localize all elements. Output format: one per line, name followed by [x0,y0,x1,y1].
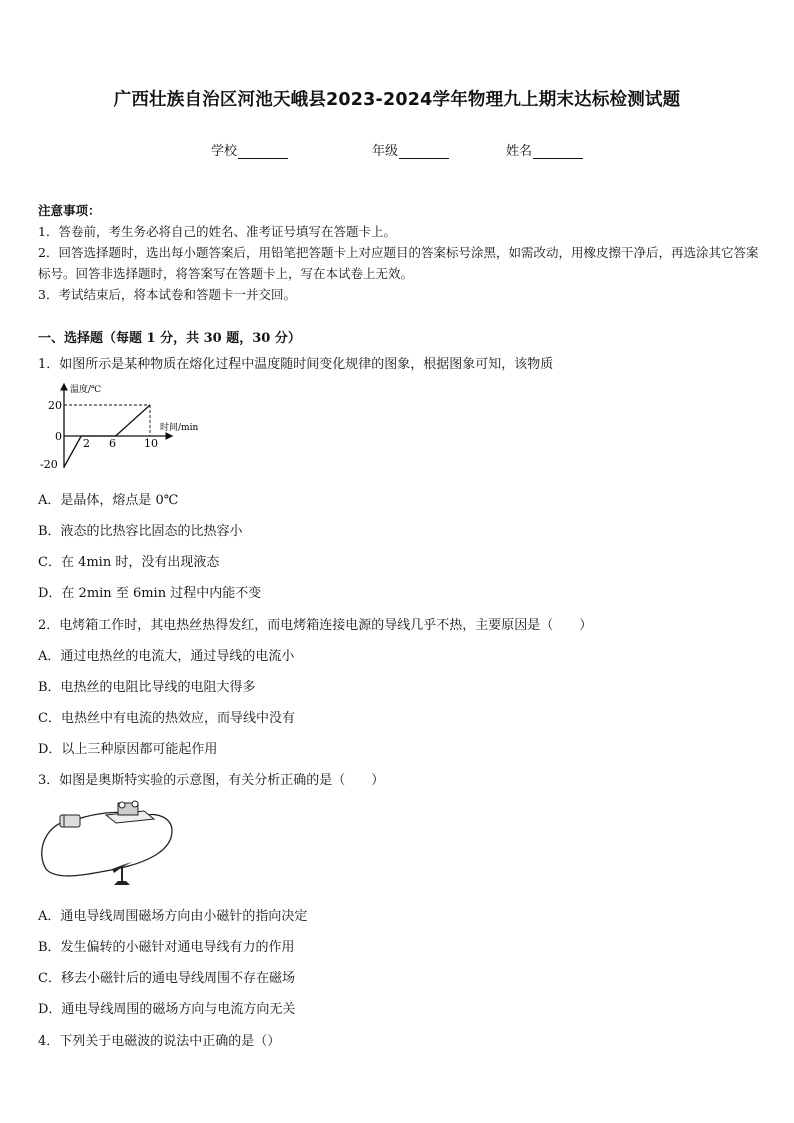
school-label: 学校 [211,144,238,159]
notice-heading: 注意事项： [38,203,101,218]
q3-option-d: D．通电导线周围的磁场方向与电流方向无关 [38,1002,296,1017]
grade-field[interactable] [372,140,449,159]
y-axis-label: 温度/℃ [70,385,102,395]
q2-option-c: C．电热丝中有电流的热效应，而导线中没有 [38,711,295,726]
q1-option-b: B．液态的比热容比固态的比热容小 [38,524,243,539]
page-title: 广西壮族自治区河池天峨县2023-2024学年物理九上期末达标检测试题 [113,90,681,110]
grade-label: 年级 [372,144,399,159]
y-tick-minus20: -20 [40,458,58,471]
q3-option-c: C．移去小磁针后的通电导线周围不存在磁场 [38,971,295,986]
name-field[interactable] [506,140,583,159]
notice-item-1: 1．答卷前，考生务必将自己的姓名、准考证号填写在答题卡上。 [38,224,396,239]
x-axis-label: 时间/min [160,423,199,433]
q1-option-a: A．是晶体，熔点是 0℃ [38,493,179,508]
x-tick-6: 6 [109,437,116,450]
melting-chart [38,378,208,474]
notice-item-2: 2．回答选择题时，选出每小题答案后，用铅笔把答题卡上对应题目的答案标号涂黑，如需改动，用橡皮擦干净后，再选涂其它答案标号。回答非选择题时，将答案写在答题卡上，写在本试卷上无效。 [38,245,759,281]
y-tick-20: 20 [48,399,62,412]
x-tick-0: 0 [55,430,62,443]
x-tick-2: 2 [83,437,90,450]
battery [60,815,80,827]
q2-option-d: D．以上三种原因都可能起作用 [38,742,218,757]
school-field[interactable] [211,140,288,159]
q3-option-a: A．通电导线周围磁场方向由小磁针的指向决定 [38,909,308,924]
q1-option-c: C．在 4min 时，没有出现液态 [38,555,220,570]
q3-option-b: B．发生偏转的小磁针对通电导线有力的作用 [38,940,295,955]
curve-segment-3 [116,405,150,436]
q2-option-b: B．电热丝的电阻比导线的电阻大得多 [38,680,256,695]
question-2-stem: 2．电烤箱工作时，其电热丝热得发红，而电烤箱连接电源的导线几乎不热，主要原因是（ ） [38,618,593,633]
name-label: 姓名 [506,144,533,159]
question-3-stem: 3．如图是奥斯特实验的示意图，有关分析正确的是（ ） [38,773,385,788]
q1-option-d: D．在 2min 至 6min 过程中内能不变 [38,586,262,601]
section-heading: 一、选择题（每题 1 分，共 30 题，30 分） [38,331,301,346]
question-4-stem: 4．下列关于电磁波的说法中正确的是（） [38,1034,281,1049]
question-1-stem: 1．如图所示是某种物质在熔化过程中温度随时间变化规律的图象，根据图象可知，该物质 [38,357,554,372]
name-blank[interactable] [533,144,583,159]
notice-block [38,200,760,305]
oersted-experiment-diagram [36,797,176,889]
q2-option-a: A．通过电热丝的电流大，通过导线的电流小 [38,649,295,664]
school-blank[interactable] [238,144,288,159]
notice-item-3: 3．考试结束后，将本试卷和答题卡一并交回。 [38,287,296,302]
grade-blank[interactable] [399,144,449,159]
x-tick-10: 10 [144,437,158,450]
curve-segment-1 [64,436,81,467]
